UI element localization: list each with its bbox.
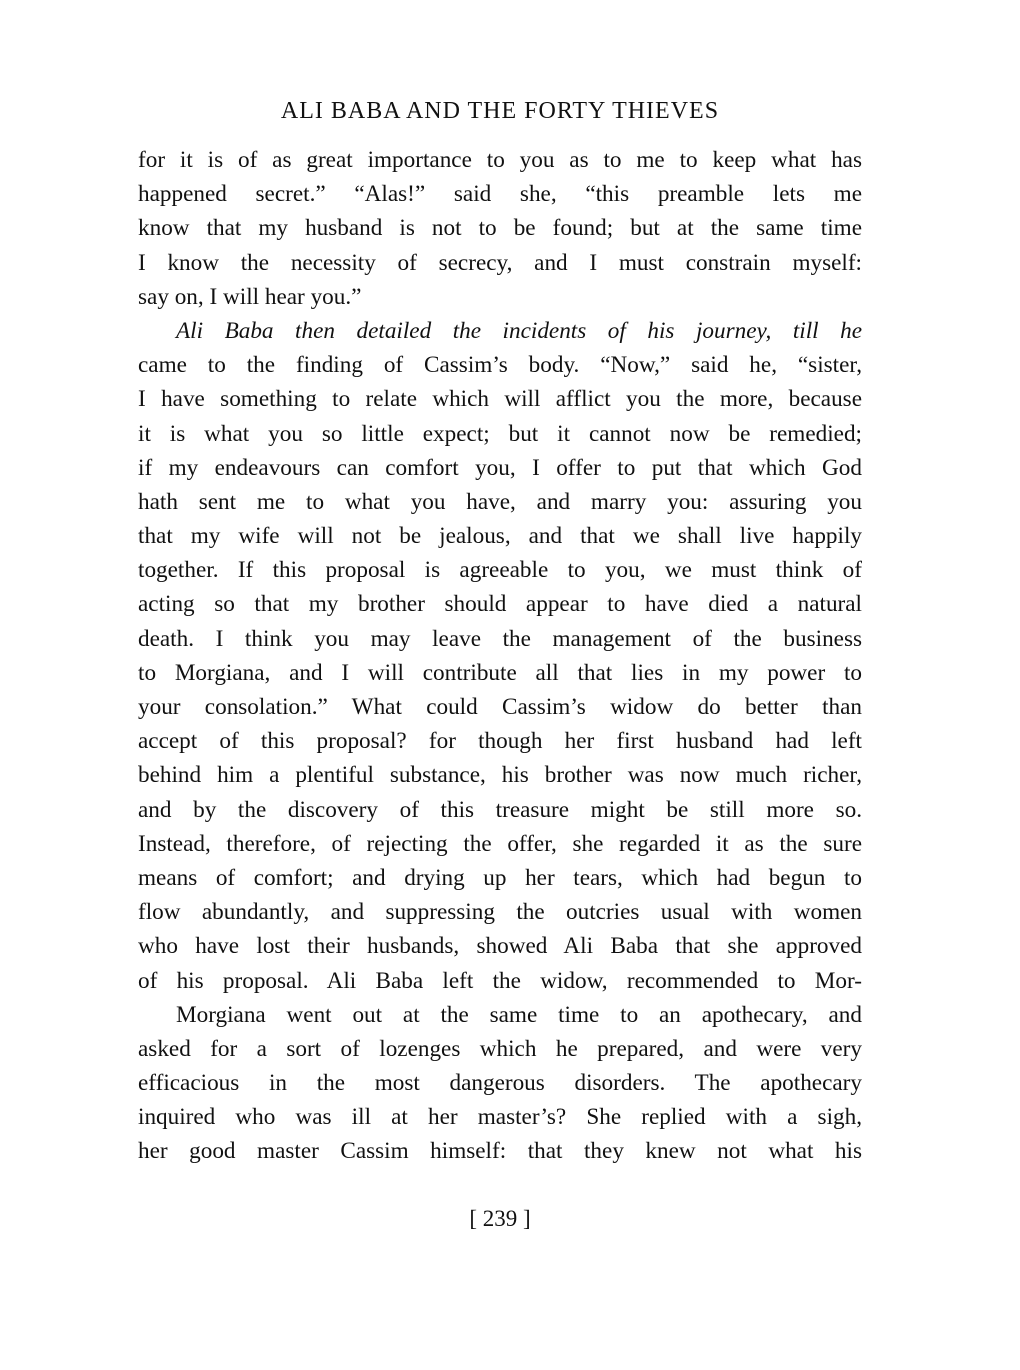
text-line: say on, I will hear you.” (138, 283, 362, 310)
text-line: happened secret.” “Alas!” said she, “this preamble lets me (138, 181, 862, 208)
text-line: asked for a sort of lozenges which he prepared, and were very (138, 1035, 862, 1062)
text-line: flow abundantly, and suppressing the outcries usual with women (138, 899, 862, 926)
page-number: [ 239 ] (469, 1206, 531, 1231)
text-line: behind him a plentiful substance, his brother was now much richer, (138, 762, 862, 789)
text-line: to Morgiana, and I will contribute all that lies in my power to (138, 659, 862, 686)
text-line: together. If this proposal is agreeable to you, we must think of (138, 557, 862, 584)
text-line: came to the finding of Cassim’s body. “Now,” said he, “sister, (138, 352, 862, 379)
text-line: Morgiana went out at the same time to an apothecary, and (176, 1001, 862, 1028)
text-line: inquired who was ill at her master’s? She replied with a sigh, (138, 1104, 862, 1131)
paragraph-2 (138, 314, 862, 998)
text-line: if my endeavours can comfort you, I offer to put that which God (138, 454, 862, 481)
text-line: know that my husband is not to be found; but at the same time (138, 215, 862, 242)
text-line: I have something to relate which will afflict you the more, because (138, 386, 862, 413)
paragraph-1 (138, 143, 862, 314)
body-text (138, 143, 862, 1169)
text-line: I know the necessity of secrecy, and I must constrain myself: (138, 249, 862, 276)
text-line: hath sent me to what you have, and marry you: assuring you (138, 488, 862, 515)
paragraph-3 (138, 998, 862, 1169)
text-line-italic-lead: Ali Baba then detailed the incidents of his journey, till he (176, 317, 862, 344)
text-line: of his proposal. Ali Baba left the widow, recommended to Mor- (138, 967, 862, 994)
text-line: Instead, therefore, of rejecting the offer, she regarded it as the sure (138, 830, 862, 857)
text-line: her good master Cassim himself: that they knew not what his (138, 1138, 862, 1165)
text-line: it is what you so little expect; but it cannot now be remedied; (138, 420, 862, 447)
text-line: and by the discovery of this treasure might be still more so. (138, 796, 862, 823)
text-line: for it is of as great importance to you as to me to keep what has (138, 147, 862, 173)
text-line: accept of this proposal? for though her first husband had left (138, 728, 862, 755)
text-line: efficacious in the most dangerous disorders. The apothecary (138, 1070, 862, 1097)
text-line: means of comfort; and drying up her tears, which had begun to (138, 864, 862, 891)
text-line: who have lost their husbands, showed Ali Baba that she approved (138, 933, 862, 960)
running-head: ALI BABA AND THE FORTY THIEVES (280, 98, 720, 124)
text-line: your consolation.” What could Cassim’s widow do better than (138, 694, 862, 720)
text-line: acting so that my brother should appear to have died a natural (138, 591, 862, 618)
text-line: death. I think you may leave the management of the business (138, 625, 862, 652)
text-line: that my wife will not be jealous, and that we shall live happily (138, 523, 862, 550)
